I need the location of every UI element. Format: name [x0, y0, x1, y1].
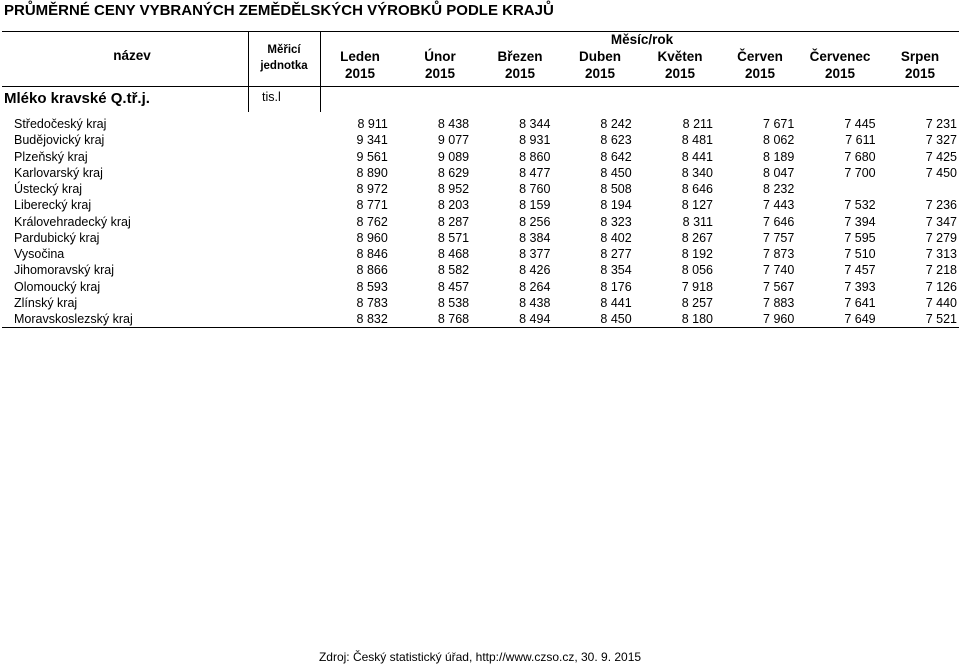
- price-cell: 8 846: [356, 247, 388, 262]
- header-month: [880, 48, 960, 82]
- price-cell: 8 384: [519, 230, 551, 245]
- price-cell: 7 595: [844, 230, 876, 245]
- header-month: [400, 48, 480, 82]
- price-cell: 8 450: [600, 165, 632, 180]
- region-name: Karlovarský kraj: [14, 165, 103, 180]
- price-cell: 7 521: [925, 312, 957, 327]
- price-cell: 8 267: [681, 230, 713, 245]
- price-cell: 8 629: [437, 165, 470, 180]
- price-cell: 7 646: [763, 214, 795, 229]
- source-note: Zdroj: Český statistický úřad, http://www.czso.cz, 30. 9. 2015: [318, 650, 642, 664]
- price-cell: 8 264: [519, 279, 551, 294]
- price-cell: 7 443: [763, 198, 795, 213]
- price-cell: 8 952: [437, 182, 470, 197]
- header-month-name: Květen: [657, 49, 703, 64]
- header-period: Měsíc/rok: [610, 32, 674, 47]
- table-row: [2, 132, 959, 148]
- price-cell: 7 440: [925, 295, 957, 310]
- table-row: [2, 295, 959, 311]
- price-cell: 8 642: [600, 149, 632, 164]
- unit-cell: [259, 246, 308, 262]
- price-cell: 8 972: [356, 182, 388, 197]
- unit-cell: [259, 197, 308, 213]
- table-row: [2, 230, 959, 246]
- price-cell: 7 347: [925, 214, 957, 229]
- unit-cell: [259, 149, 308, 165]
- price-cell: 7 740: [763, 263, 795, 278]
- table-row: [2, 279, 959, 295]
- price-cell: 8 194: [600, 198, 632, 213]
- price-cell: 7 425: [925, 149, 957, 164]
- unit-cell: [259, 132, 308, 148]
- price-cell: 9 561: [356, 149, 388, 164]
- price-cell: 8 377: [519, 247, 551, 262]
- price-cell: 7 445: [844, 117, 876, 132]
- price-cell: 7 700: [844, 165, 876, 180]
- price-cell: 7 883: [763, 295, 795, 310]
- price-cell: 8 438: [437, 117, 470, 132]
- table-row: [2, 262, 959, 278]
- region-name: Plzeňský kraj: [14, 149, 88, 164]
- header-month-name: Červen: [737, 49, 783, 64]
- price-cell: 8 047: [763, 165, 795, 180]
- price-cell: 7 873: [763, 247, 795, 262]
- unit-cell: [259, 279, 308, 295]
- unit-cell: [259, 295, 308, 311]
- table-row: [2, 165, 959, 181]
- table-row: [2, 116, 959, 132]
- header-month: [800, 48, 880, 82]
- price-cell: 8 762: [356, 214, 388, 229]
- price-cell: 7 510: [844, 247, 876, 262]
- price-cell: 8 192: [681, 247, 713, 262]
- product-unit: tis.l: [262, 90, 281, 104]
- price-cell: 8 457: [437, 279, 470, 294]
- price-cell: 7 327: [925, 133, 957, 148]
- price-cell: 8 354: [600, 263, 632, 278]
- price-cell: 8 582: [437, 263, 470, 278]
- product-row-divider: [320, 85, 321, 112]
- price-cell: 8 623: [600, 133, 632, 148]
- price-cell: 7 567: [763, 279, 795, 294]
- price-cell: 7 611: [845, 133, 876, 148]
- header-month-year: 2015: [424, 66, 456, 81]
- price-cell: 7 126: [925, 279, 957, 294]
- price-cell: 8 593: [356, 279, 388, 294]
- price-cell: 8 287: [437, 214, 470, 229]
- region-name: Budějovický kraj: [14, 133, 105, 148]
- price-cell: 8 960: [356, 230, 388, 245]
- price-cell: 8 180: [681, 312, 713, 327]
- header-month-name: Únor: [424, 49, 456, 64]
- region-name: Olomoucký kraj: [14, 279, 101, 294]
- price-cell: 8 402: [600, 230, 632, 245]
- region-name: Ústecký kraj: [14, 182, 83, 197]
- table-row: [2, 214, 959, 230]
- header-month-year: 2015: [504, 66, 536, 81]
- unit-cell: [259, 230, 308, 246]
- price-cell: 7 313: [925, 247, 957, 262]
- price-cell: 8 468: [437, 247, 470, 262]
- price-cell: 8 441: [600, 295, 632, 310]
- price-cell: 8 242: [600, 117, 632, 132]
- table-row: [2, 246, 959, 262]
- header-name: název: [113, 48, 151, 63]
- price-cell: 7 532: [844, 198, 876, 213]
- price-cell: 8 311: [682, 214, 713, 229]
- price-cell: 7 231: [925, 117, 957, 132]
- price-cell: 7 918: [681, 279, 713, 294]
- unit-cell: [259, 311, 308, 328]
- price-cell: 8 176: [600, 279, 632, 294]
- price-cell: 8 477: [519, 165, 551, 180]
- price-cell: 7 680: [844, 149, 876, 164]
- header-unit-line1: Měřicí: [267, 44, 301, 56]
- price-cell: 8 277: [600, 247, 632, 262]
- header-month: [320, 48, 400, 82]
- unit-cell: [259, 165, 308, 181]
- price-cell: 7 960: [763, 312, 795, 327]
- region-name: Jihomoravský kraj: [14, 263, 115, 278]
- price-cell: 8 911: [357, 117, 388, 132]
- price-cell: 7 649: [844, 312, 876, 327]
- header-month: [480, 48, 560, 82]
- price-cell: 8 494: [519, 312, 551, 327]
- price-cell: 9 077: [437, 133, 470, 148]
- unit-cell: [259, 116, 308, 132]
- price-cell: 7 457: [844, 263, 876, 278]
- price-cell: 8 860: [519, 149, 551, 164]
- price-cell: 8 127: [681, 198, 713, 213]
- price-cell: [796, 181, 877, 197]
- price-cell: 8 832: [356, 312, 388, 327]
- region-name: Středočeský kraj: [14, 117, 107, 132]
- price-cell: 8 481: [681, 133, 713, 148]
- product-name: Mléko kravské Q.tř.j.: [4, 90, 150, 107]
- table-row: [2, 197, 959, 213]
- price-cell: 8 211: [682, 117, 713, 132]
- header-unit: [248, 42, 320, 74]
- header-month-year: 2015: [904, 66, 936, 81]
- region-name: Zlínský kraj: [14, 295, 78, 310]
- header-month-name: Duben: [579, 49, 621, 64]
- price-cell: 8 056: [681, 263, 713, 278]
- header-month: [560, 48, 640, 82]
- region-name: Vysočina: [14, 247, 65, 262]
- price-cell: 7 218: [925, 263, 957, 278]
- price-cell: 7 757: [763, 230, 795, 245]
- price-cell: 9 341: [356, 133, 388, 148]
- region-name: Královehradecký kraj: [14, 214, 131, 229]
- price-cell: 8 760: [519, 182, 551, 197]
- unit-cell: [259, 214, 308, 230]
- header-month-year: 2015: [344, 66, 376, 81]
- price-cell: 8 438: [519, 295, 551, 310]
- price-cell: 8 508: [600, 182, 632, 197]
- region-name: Moravskoslezský kraj: [14, 312, 133, 327]
- price-cell: 7 671: [763, 117, 795, 132]
- price-table: [2, 116, 959, 328]
- header-month-name: Leden: [340, 49, 380, 64]
- region-name: Liberecký kraj: [14, 198, 92, 213]
- price-cell: 8 441: [681, 149, 713, 164]
- table-header: [2, 31, 959, 87]
- price-cell: 8 062: [763, 133, 795, 148]
- price-cell: 8 571: [437, 230, 470, 245]
- region-name: Pardubický kraj: [14, 230, 100, 245]
- price-cell: 8 646: [681, 182, 713, 197]
- price-cell: 8 768: [437, 312, 470, 327]
- price-cell: 8 256: [519, 214, 551, 229]
- unit-cell: [259, 181, 308, 197]
- price-cell: 7 393: [844, 279, 876, 294]
- price-cell: 8 450: [600, 312, 632, 327]
- price-cell: 8 159: [519, 198, 551, 213]
- table-row: [2, 311, 959, 328]
- price-cell: 7 450: [925, 165, 957, 180]
- price-cell: 8 771: [356, 198, 388, 213]
- price-cell: 7 394: [844, 214, 876, 229]
- price-cell: 8 931: [519, 133, 551, 148]
- table-row: [2, 181, 959, 197]
- price-cell: [878, 181, 959, 197]
- price-cell: 8 189: [763, 149, 795, 164]
- price-cell: 8 232: [763, 182, 795, 197]
- header-month-year: 2015: [664, 66, 696, 81]
- header-month-name: Červenec: [809, 49, 871, 64]
- price-cell: 9 089: [437, 149, 470, 164]
- header-month: [720, 48, 800, 82]
- header-unit-line2: jednotka: [260, 60, 308, 72]
- header-month-name: Březen: [497, 49, 543, 64]
- product-row-divider: [248, 85, 249, 112]
- table-row: [2, 149, 959, 165]
- header-month-year: 2015: [744, 66, 776, 81]
- price-cell: 8 340: [681, 165, 713, 180]
- price-cell: 8 426: [519, 263, 551, 278]
- price-cell: 8 890: [356, 165, 388, 180]
- price-cell: 8 538: [437, 295, 470, 310]
- price-cell: 7 641: [844, 295, 876, 310]
- header-month-name: Srpen: [900, 49, 940, 64]
- header-month-year: 2015: [824, 66, 856, 81]
- header-month-year: 2015: [584, 66, 616, 81]
- price-cell: 8 203: [437, 198, 470, 213]
- unit-cell: [259, 262, 308, 278]
- price-cell: 8 866: [356, 263, 388, 278]
- price-cell: 7 279: [925, 230, 957, 245]
- header-month: [640, 48, 720, 82]
- page-title: PRŮMĚRNÉ CENY VYBRANÝCH ZEMĚDĚLSKÝCH VÝROBKŮ PODLE KRAJŮ: [4, 2, 554, 19]
- price-cell: 8 344: [519, 117, 551, 132]
- price-cell: 8 257: [681, 295, 713, 310]
- price-cell: 8 323: [600, 214, 632, 229]
- price-cell: 7 236: [925, 198, 957, 213]
- price-cell: 8 783: [356, 295, 388, 310]
